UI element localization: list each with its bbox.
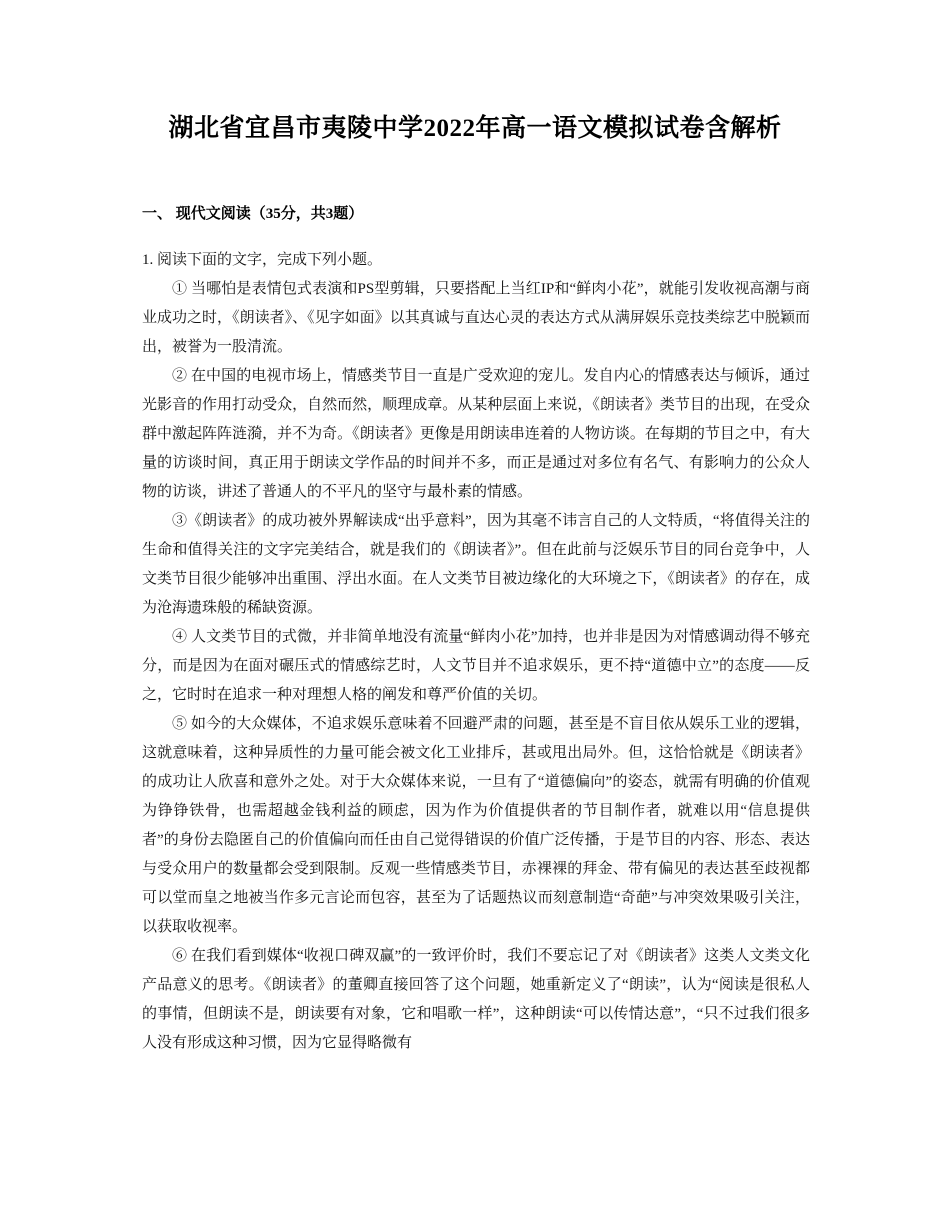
paragraph-3: ③《朗读者》的成功被外界解读成“出乎意料”，因为其毫不讳言自己的人文特质，“将值得关注的生命和值得关注的文字完美结合，就是我们的《朗读者》”。但在此前与泛娱乐节目的同台竞争中，人文类节目很少能够冲出重围、浮出水面。在人文类节目被边缘化的大环境之下，《朗读者》的存在，成为沧海遗珠般的稀缺资源。 [142, 513, 810, 616]
reading-passage [142, 246, 810, 1058]
paragraph-2: ② 在中国的电视市场上，情感类节目一直是广受欢迎的宠儿。发自内心的情感表达与倾诉，通过光影音的作用打动受众，自然而然，顺理成章。从某种层面上来说，《朗读者》类节目的出现，在受众群中激起阵阵涟漪，并不为奇。《朗读者》更像是用朗读串连着的人物访谈。在每期的节目之中，有大量的访谈时间，真正用于朗读文学作品的时间并不多，而正是通过对多位有名气、有影响力的公众人物的访谈，讲述了普通人的不平凡的坚守与最朴素的情感。 [142, 368, 810, 500]
paragraph-6: ⑥ 在我们看到媒体“收视口碑双赢”的一致评价时，我们不要忘记了对《朗读者》这类人文类文化产品意义的思考。《朗读者》的董卿直接回答了这个问题，她重新定义了“朗读”，认为“阅读是很私人的事情，但朗读不是，朗读要有对象，它和唱歌一样”，这种朗读“可以传情达意”，“只不过我们很多人没有形成这种习惯，因为它显得略微有 [142, 948, 810, 1051]
paragraph-5: ⑤ 如今的大众媒体，不追求娱乐意味着不回避严肃的问题，甚至是不盲目依从娱乐工业的逻辑，这就意味着，这种异质性的力量可能会被文化工业排斥，甚或甩出局外。但，这恰恰就是《朗读者》的成功让人欣喜和意外之处。对于大众媒体来说，一旦有了“道德偏向”的姿态，就需有明确的价值观为铮铮铁骨，也需超越金钱利益的顾虑，因为作为价值提供者的节目制作者，就难以用“信息提供者”的身份去隐匿自己的价值偏向而任由自己觉得错误的价值广泛传播，于是节目的内容、形态、表达与受众用户的数量都会受到限制。反观一些情感类节目，赤裸裸的拜金、带有偏见的表达甚至歧视都可以堂而皇之地被当作多元言论而包容，甚至为了话题热议而刻意制造“奇葩”与冲突效果吸引关注，以获取收视率。 [142, 716, 810, 935]
paragraph-1: ① 当哪怕是表情包式表演和PS型剪辑，只要搭配上当红IP和“鲜肉小花”，就能引发收视高潮与商业成功之时，《朗读者》、《见字如面》以其真诚与直达心灵的表达方式从满屏娱乐竞技类综艺中脱颖而出，被誉为一股清流。 [142, 281, 810, 355]
section-heading: 一、 现代文阅读（35分，共3题） [142, 206, 364, 222]
paragraph-4: ④ 人文类节目的式微，并非简单地没有流量“鲜肉小花”加持，也并非是因为对情感调动得不够充分，而是因为在面对碾压式的情感综艺时，人文节目并不追求娱乐，更不持“道德中立”的态度——反之，它时时在追求一种对理想人格的阐发和尊严价值的关切。 [142, 629, 810, 703]
question-intro: 1. 阅读下面的文字，完成下列小题。 [142, 252, 383, 268]
document-title: 湖北省宜昌市夷陵中学2022年高一语文模拟试卷含解析 [168, 115, 782, 142]
